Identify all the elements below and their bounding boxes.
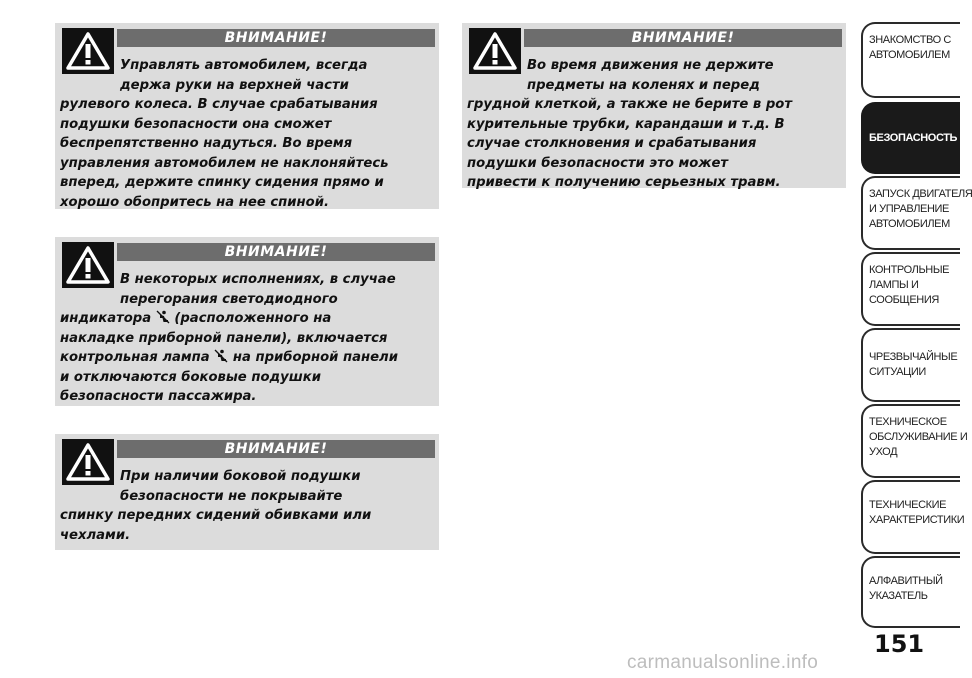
tab-technical-specs[interactable] [861,480,965,554]
tab-emergencies[interactable] [861,328,960,402]
warning-text-fragment: контрольная лампа [60,350,210,365]
tab-getting-to-know[interactable] [861,22,960,98]
tab-label: УКАЗАТЕЛЬ [869,590,928,602]
tab-label: КОНТРОЛЬНЫЕ [869,264,950,276]
warning-text-line: Во время движения не держите [527,58,774,73]
tab-starting-and-driving[interactable] [861,176,972,250]
tab-index[interactable] [861,556,960,628]
warning-text-line: держа руки на верхней части [120,77,349,93]
warning-text-line: подушки безопасности это может [467,155,729,171]
warning-box-2 [55,237,439,406]
warning-text-line: В некоторых исполнениях, в случае [120,272,396,287]
tab-label: ЗНАКОМСТВО С [869,34,951,46]
warning-text-line: безопасности не покрывайте [120,488,343,504]
warning-text-line: грудной клеткой, а также не берите в рот [467,97,793,112]
page-number: 151 [874,630,925,658]
passenger-airbag-off-icon [156,310,170,324]
warning-text [60,56,436,212]
warning-text-line: управления автомобилем не наклоняйтесь [60,155,389,171]
tab-warning-lights[interactable] [861,252,960,326]
warning-text-fragment: на приборной панели [232,350,398,365]
warning-header: ВНИМАНИЕ! [117,243,435,261]
tab-label: АЛФАВИТНЫЙ [869,575,943,587]
warning-text [467,56,843,193]
warning-text-line: и отключаются боковые подушки [60,369,321,385]
warning-header: ВНИМАНИЕ! [117,440,435,458]
warning-text-line: предметы на коленях и перед [527,77,760,93]
warning-text-line: накладке приборной панели), включается [60,330,388,346]
warning-text-line: курительные трубки, карандаши и т.д. В [467,116,785,132]
tab-label: И УПРАВЛЕНИЕ [869,203,949,215]
warning-text-fragment: индикатора [60,311,152,326]
warning-box-1 [55,23,439,209]
tab-label: ТЕХНИЧЕСКИЕ [869,499,947,511]
passenger-airbag-off-icon [214,349,228,363]
tab-label: ЛАМПЫ И [869,279,919,291]
tab-label: СООБЩЕНИЯ [869,294,939,306]
tab-label: АВТОМОБИЛЕМ [869,218,950,230]
warning-text [60,270,436,407]
tab-label: ХАРАКТЕРИСТИКИ [869,514,965,526]
warning-text-line: хорошо обопритесь на нее спиной. [60,194,329,210]
warning-text-line: привести к получению серьезных травм. [467,175,781,190]
watermark: carmanualsonline.info [627,652,819,673]
warning-text-line [60,309,436,329]
tab-label: ЧРЕЗВЫЧАЙНЫЕ [869,351,958,363]
warning-header: ВНИМАНИЕ! [117,29,435,47]
warning-box-3 [55,434,439,550]
tab-label: АВТОМОБИЛЕМ [869,49,950,61]
tab-label: УХОД [869,446,898,458]
warning-box-4 [462,23,846,188]
tab-maintenance[interactable] [861,404,968,478]
tab-label: СИТУАЦИИ [869,366,926,378]
warning-text-line: Управлять автомобилем, всегда [120,58,368,73]
warning-text-line: перегорания светодиодного [120,291,338,307]
warning-text-line [60,348,436,368]
warning-text-fragment: (расположенного на [174,311,332,326]
warning-text-line: При наличии боковой подушки [120,469,361,484]
warning-text-line: беспрепятственно надуться. Во время [60,136,353,151]
warning-text-line: случае столкновения и срабатывания [467,136,757,151]
tab-label: ОБСЛУЖИВАНИЕ И [869,431,968,443]
tab-safety[interactable] [861,102,960,174]
tab-label: БЕЗОПАСНОСТЬ [869,132,958,144]
warning-text [60,467,436,545]
warning-header: ВНИМАНИЕ! [524,29,842,47]
warning-text-line: рулевого колеса. В случае срабатывания [60,97,378,112]
warning-text-line: вперед, держите спинку сидения прямо и [60,175,384,190]
tab-label: ЗАПУСК ДВИГАТЕЛЯ [869,188,972,200]
warning-text-line: безопасности пассажира. [60,389,257,404]
warning-text-line: подушки безопасности она сможет [60,116,332,132]
warning-text-line: чехлами. [60,527,131,543]
warning-text-line: спинку передних сидений обивками или [60,508,372,523]
tab-label: ТЕХНИЧЕСКОЕ [869,416,947,428]
